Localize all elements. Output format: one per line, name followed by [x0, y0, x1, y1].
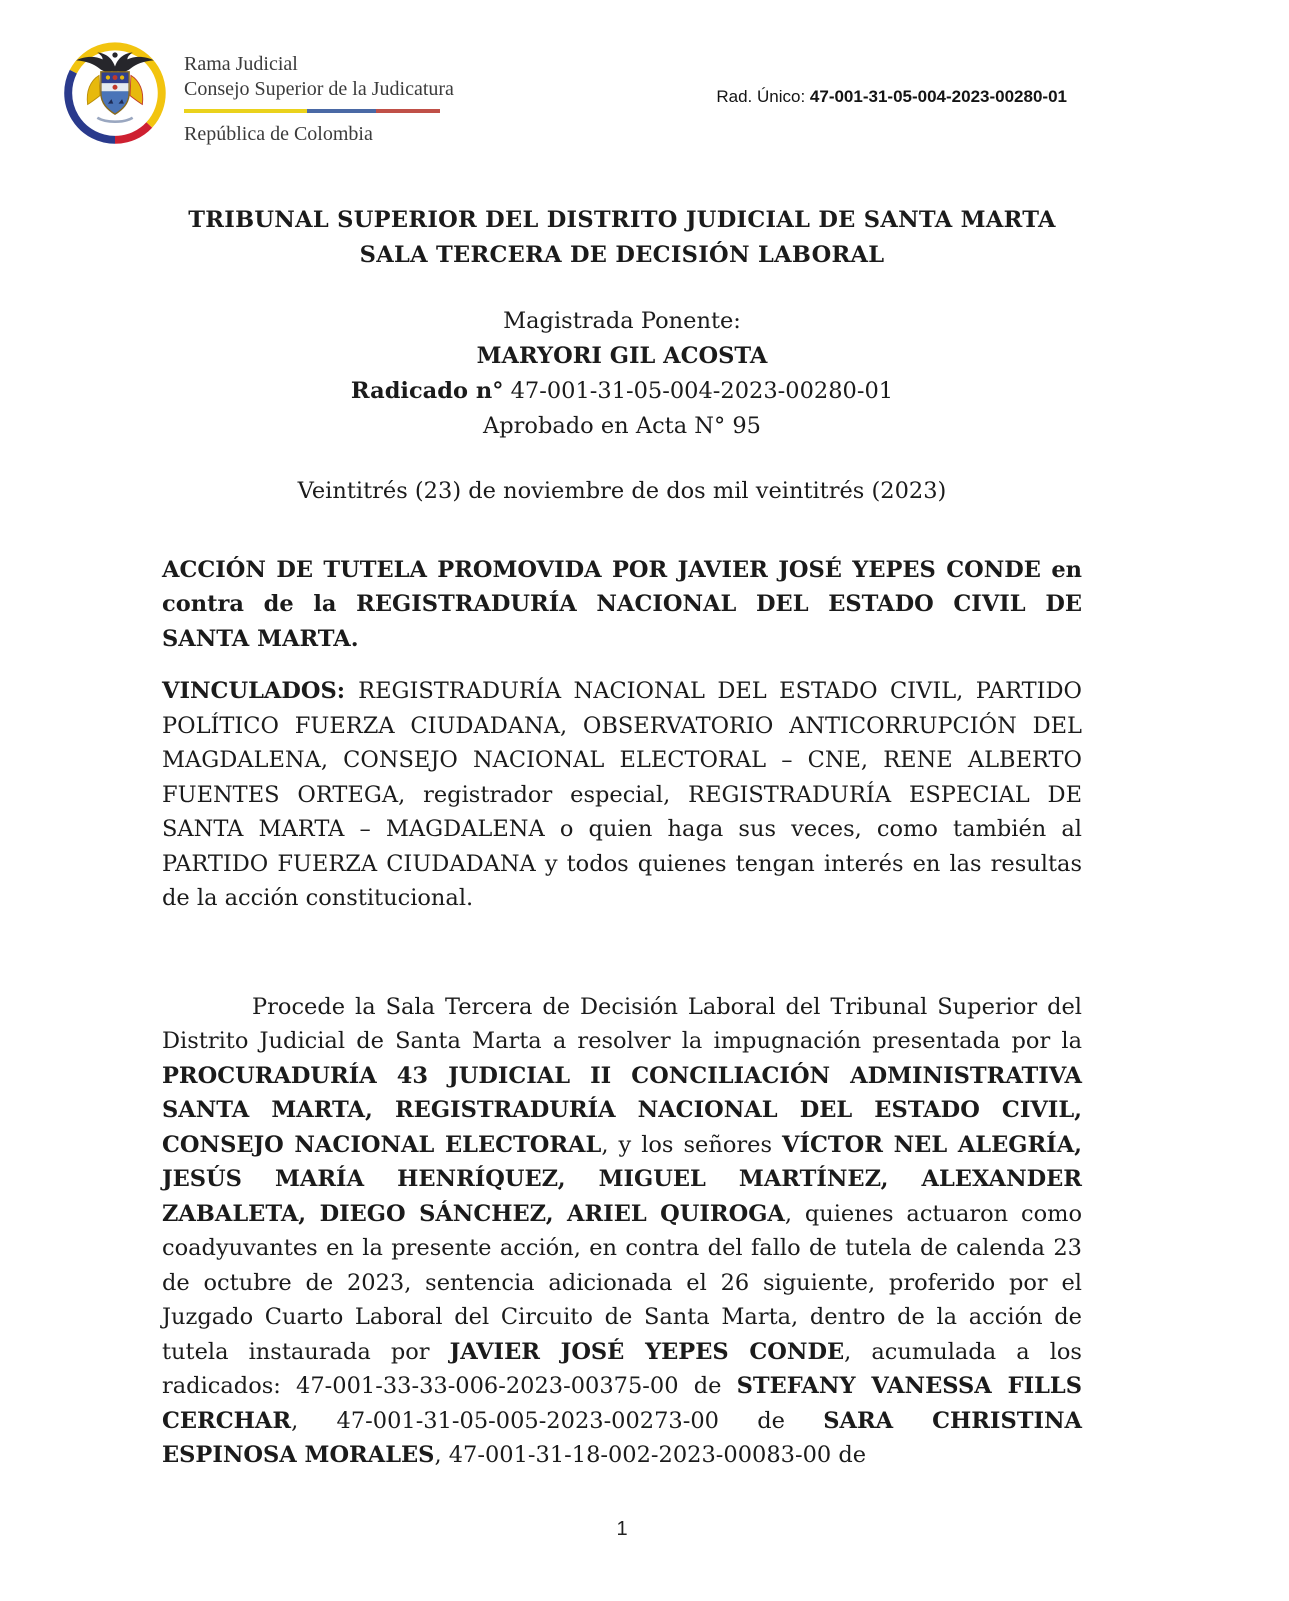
title-line-2: SALA TERCERA DE DECISIÓN LABORAL [359, 242, 885, 268]
acta-line: Aprobado en Acta N° 95 [482, 413, 761, 439]
header [0, 0, 1289, 147]
condor-head [112, 52, 117, 57]
divider-yellow-segment [184, 109, 307, 113]
country-name: República de Colombia [184, 123, 373, 145]
magistrada-ponente-label: Magistrada Ponente: [503, 308, 741, 334]
divider-red-segment [376, 109, 440, 113]
rad-unico-label: Rad. Único: [716, 87, 810, 106]
seal-ring-red [115, 125, 149, 140]
right-drape [130, 75, 143, 104]
case-info-block [162, 304, 1082, 444]
title-line-1: TRIBUNAL SUPERIOR DEL DISTRITO JUDICIAL DE SANTA MARTA [188, 207, 1056, 233]
tricolor-divider [184, 109, 440, 113]
rad-unico-line [716, 87, 1067, 107]
shield-bands [101, 72, 129, 116]
paragraph-impugnacion: Procede la Sala Tercera de Decisión Laboral del Tribunal Superior del Distrito Judicial de Santa Marta a resolver la impugnación presentada por la PROCURADURÍA 43 JUDICIAL II CONCILIACIÓN ADMINISTRATIVA SANTA MARTA, REGISTRADURÍA NACIONAL DEL ESTADO CIVIL, CONSEJO NACIONAL ELECTORAL, y los señores VÍCTOR NEL ALEGRÍA, JESÚS MARÍA HENRÍQUEZ, MIGUEL MARTÍNEZ, ALEXANDER ZABALETA, DIEGO SÁNCHEZ, ARIEL QUIROGA, quienes actuaron como coadyuvantes en la presente acción, en contra del fallo de tutela de calenda 23 de octubre de 2023, sentencia adicionada el 26 siguiente, proferido por el Juzgado Cuarto Laboral del Circuito de Santa Marta, dentro de la acción de tutela instaurada por JAVIER JOSÉ YEPES CONDE, acumulada a los radicados: 47-001-33-33-006-2023-00375-00 de STEFANY VANESSA FILLS CERCHAR, 47-001-31-05-005-2023-00273-00 de SARA CHRISTINA ESPINOSA MORALES, 47-001-31-18-002-2023-00083-00 de [162, 993, 1082, 1468]
paragraph-vinculados: VINCULADOS: REGISTRADURÍA NACIONAL DEL ESTADO CIVIL, PARTIDO POLÍTICO FUERZA CIUDADANA, OBSERVATORIO ANTICORRUPCIÓN DEL MAGDALENA, CONSEJO NACIONAL ELECTORAL – CNE, RENE ALBERTO FUENTES ORTEGA, registrador especial, REGISTRADURÍA ESPECIAL DE SANTA MARTA – MAGDALENA o quien haga sus veces, como también al PARTIDO FUERZA CIUDADANA y todos quienes tengan interés en las resultas de la acción constitucional. [162, 678, 1082, 911]
divider-blue-segment [307, 109, 376, 113]
paragraph-accion-de-tutela: ACCIÓN DE TUTELA PROMOVIDA POR JAVIER JOSÉ YEPES CONDE en contra de la REGISTRADURÍA NACIONAL DEL ESTADO CIVIL DE SANTA MARTA. [162, 556, 1082, 652]
radicado-line: Radicado n° 47-001-31-05-004-2023-00280-01 [350, 378, 894, 404]
brand-text [184, 40, 454, 147]
decision-date-line: Veintitrés (23) de noviembre de dos mil veintitrés (2023) [297, 478, 947, 504]
document-title [162, 203, 1082, 273]
page-number: 1 [616, 1518, 628, 1540]
document-body [162, 203, 1082, 1473]
magistrada-ponente-name: MARYORI GIL ACOSTA [476, 343, 768, 369]
page-footer [162, 1518, 1082, 1541]
left-drape [87, 75, 100, 104]
org-subname: Consejo Superior de la Judicatura [184, 78, 454, 100]
ribbon [97, 118, 132, 122]
org-name: Rama Judicial [184, 53, 298, 75]
rad-unico-value: 47-001-31-05-004-2023-00280-01 [809, 87, 1067, 106]
brand [62, 40, 454, 147]
rama-judicial-seal-icon [62, 40, 168, 146]
